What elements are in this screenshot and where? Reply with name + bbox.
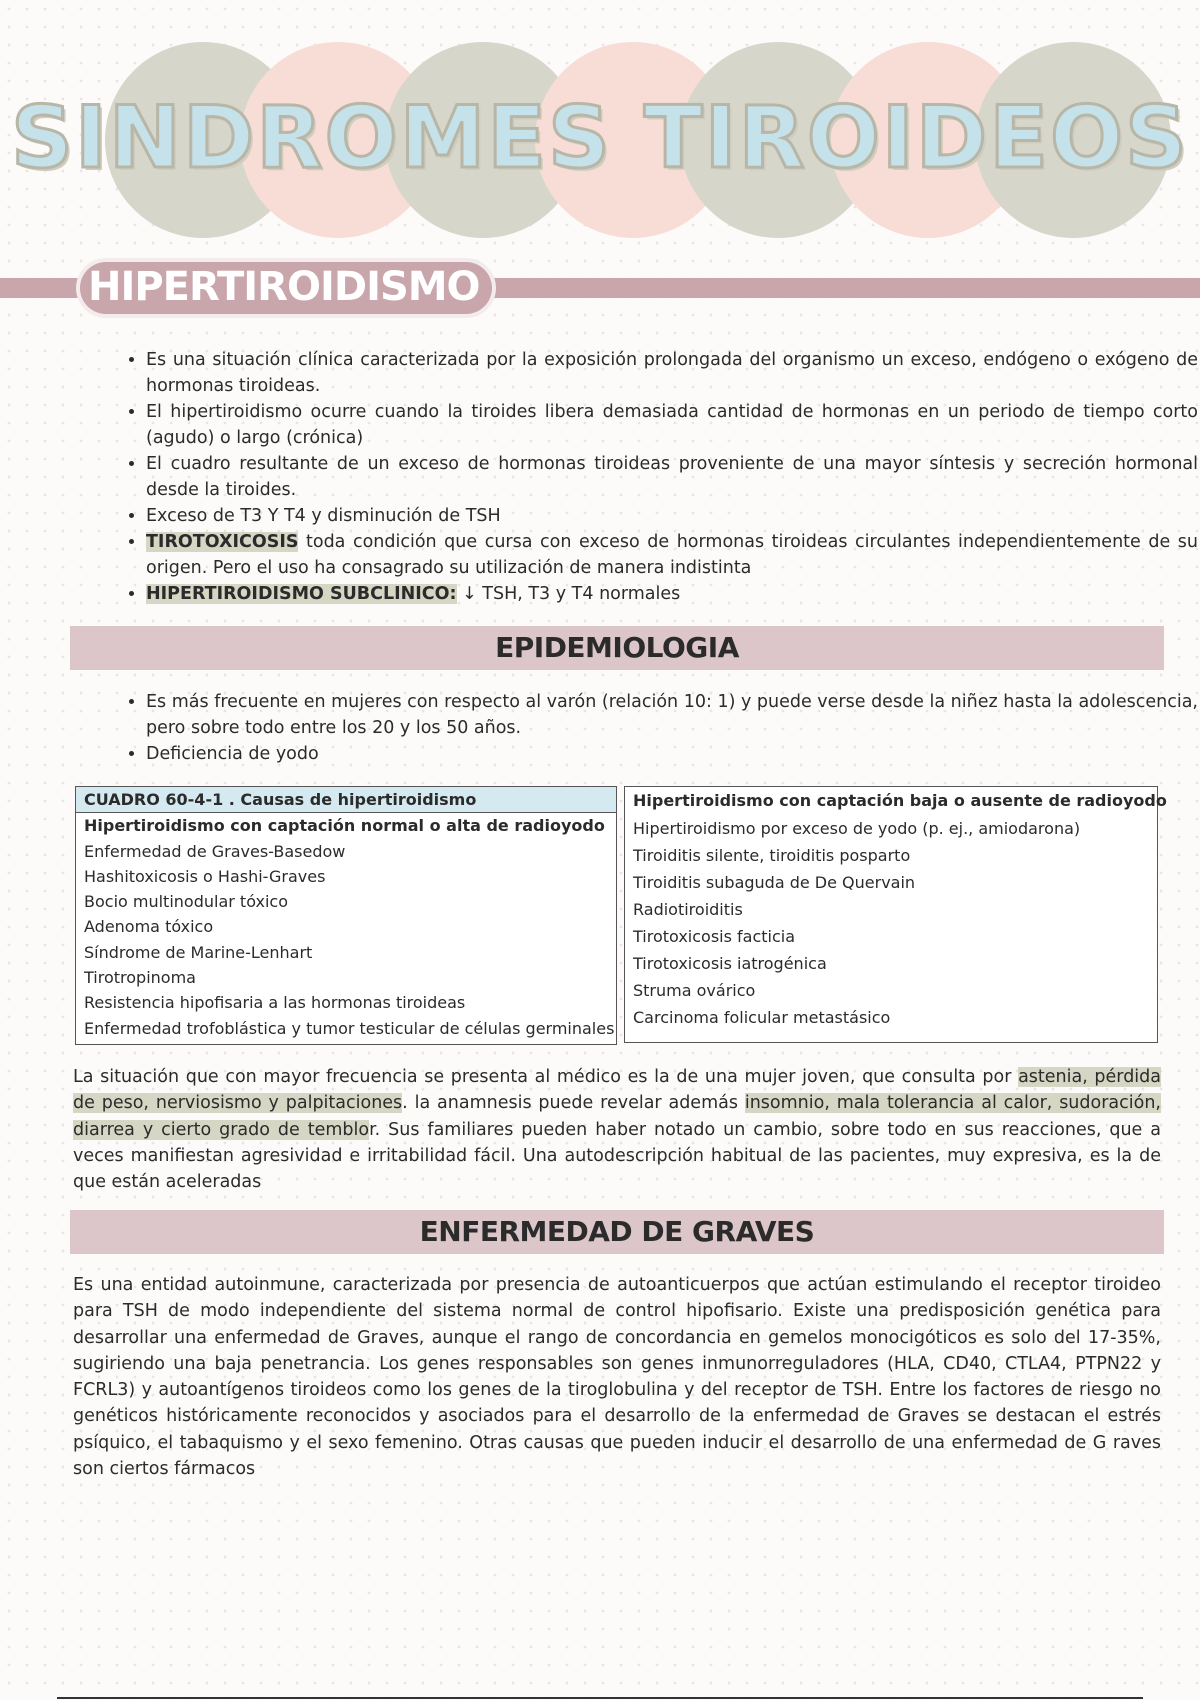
table-row: Enfermedad de Graves-Basedow <box>84 841 346 861</box>
list-item <box>146 529 1198 581</box>
list-item-text: ↓ TSH, T3 y T4 normales <box>456 584 681 604</box>
table-row: Hashitoxicosis o Hashi-Graves <box>84 866 326 886</box>
table-row: Bocio multinodular tóxico <box>84 892 288 912</box>
paragraph-text: . la anamnesis puede revelar además <box>402 1093 745 1114</box>
table-row: Hipertiroidismo por exceso de yodo (p. ej., amiodarona) <box>633 819 1081 838</box>
table-row: Radiotiroiditis <box>633 900 743 919</box>
list-item: • Es una situación clínica caracterizada por la exposición prolongada del organismo un exceso, endógeno o exógeno de hormonas tiroideas. <box>146 347 1198 399</box>
table-header: CUADRO 60-4-1 . Causas de hipertiroidismo <box>76 787 616 813</box>
table-group-title: Hipertiroidismo con captación baja o ausente de radioyodo <box>633 791 1167 810</box>
table-row: Tiroiditis subaguda de De Quervain <box>633 873 916 892</box>
table-row: Carcinoma folicular metastásico <box>633 1008 891 1027</box>
table-row: Resistencia hipofisaria a las hormonas tiroideas <box>84 993 466 1013</box>
list-item-text: toda condición que cursa con exceso de hormonas tiroideas circulantes independientemente de su origen. Pero el uso ha consagrado su utilización de manera indistinta <box>146 532 1198 578</box>
section-heading-epidemiologia: EPIDEMIOLOGIA <box>70 626 1164 670</box>
paragraph-text: r. Sus familiares pueden haber notado un cambio, sobre todo en sus reacciones, que a veces manifiestan agresividad e irritabilidad fácil. Una autodescripción habitual de las pacientes, muy expresiva, es la de que están aceleradas <box>73 1119 1161 1193</box>
page-title: SINDROMES TIROIDEOS <box>10 88 1189 188</box>
causes-table-right <box>624 786 1167 1043</box>
highlighted-term: TIROTOXICOSIS <box>146 532 299 552</box>
hipertiroidismo-list <box>110 347 1198 607</box>
table-row: Struma ovárico <box>633 981 756 1000</box>
table-row: Tirotropinoma <box>84 968 196 988</box>
table-row: Tiroiditis silente, tiroiditis posparto <box>633 846 911 865</box>
table-row: Enfermedad trofoblástica y tumor testicular de células germinales <box>84 1018 615 1038</box>
section-heading-hipertiroidismo: HIPERTIROIDISMO <box>80 262 492 314</box>
causes-table-left <box>75 786 617 1045</box>
highlighted-text: insomnio, mala tolerancia al calor, sudoración, diarrea y cierto grado de temblo <box>73 1093 1161 1140</box>
table-row: Tirotoxicosis facticia <box>633 927 796 946</box>
table-row: Síndrome de Marine-Lenhart <box>84 942 313 962</box>
clinica-paragraph <box>73 1064 1161 1195</box>
footer-divider <box>57 1697 1143 1699</box>
table-group-title: Hipertiroidismo con captación normal o alta de radioyodo <box>84 816 605 836</box>
list-item: • Deficiencia de yodo <box>146 741 1198 767</box>
list-item <box>146 581 1198 607</box>
table-row: Tirotoxicosis iatrogénica <box>633 954 827 973</box>
list-item: • Es más frecuente en mujeres con respecto al varón (relación 10: 1) y puede verse desde la niñez hasta la adolescencia, pero sobre todo entre los 20 y los 50 años. <box>146 689 1198 741</box>
list-item: • Exceso de T3 Y T4 y disminución de TSH <box>146 503 1198 529</box>
paragraph-text: La situación que con mayor frecuencia se presenta al médico es la de una mujer joven, que consulta por <box>73 1067 1019 1087</box>
epidemiologia-list <box>110 689 1198 767</box>
highlighted-term: HIPERTIROIDISMO SUBCLINICO: <box>146 584 457 604</box>
list-item: • El hipertiroidismo ocurre cuando la tiroides libera demasiada cantidad de hormonas en un periodo de tiempo corto (agudo) o largo (crónica) <box>146 399 1198 451</box>
table-row: Adenoma tóxico <box>84 917 214 937</box>
graves-paragraph: Es una entidad autoinmune, caracterizada por presencia de autoanticuerpos que actúan estimulando el receptor tiroideo para TSH de modo independiente del sistema normal de control hipofisario. Existe una predisposición genética para desarrollar una enfermedad de Graves, aunque el rango de concordancia en gemelos monocigóticos es solo del 17-35%, sugiriendo una baja penetrancia. Los genes responsables son genes inmunorreguladores (HLA, CD40, CTLA4, PTPN22 y FCRL3) y autoantígenos tiroideos como los genes de la tiroglobulina y del receptor de TSH. Entre los factores de riesgo no genéticos históricamente reconocidos y asociados para el desarrollo de la enfermedad de Graves se destacan el estrés psíquico, el tabaquismo y el sexo femenino. Otras causas que pueden inducir el desarrollo de una enfermedad de G raves son ciertos fármacos <box>73 1275 1161 1480</box>
list-item: • El cuadro resultante de un exceso de hormonas tiroideas proveniente de una mayor síntesis y secreción hormonal desde la tiroides. <box>146 451 1198 503</box>
section-heading-graves: ENFERMEDAD DE GRAVES <box>70 1210 1164 1254</box>
highlighted-text: astenia, pérdida de peso, nerviosismo y palpitaciones <box>73 1067 1161 1114</box>
